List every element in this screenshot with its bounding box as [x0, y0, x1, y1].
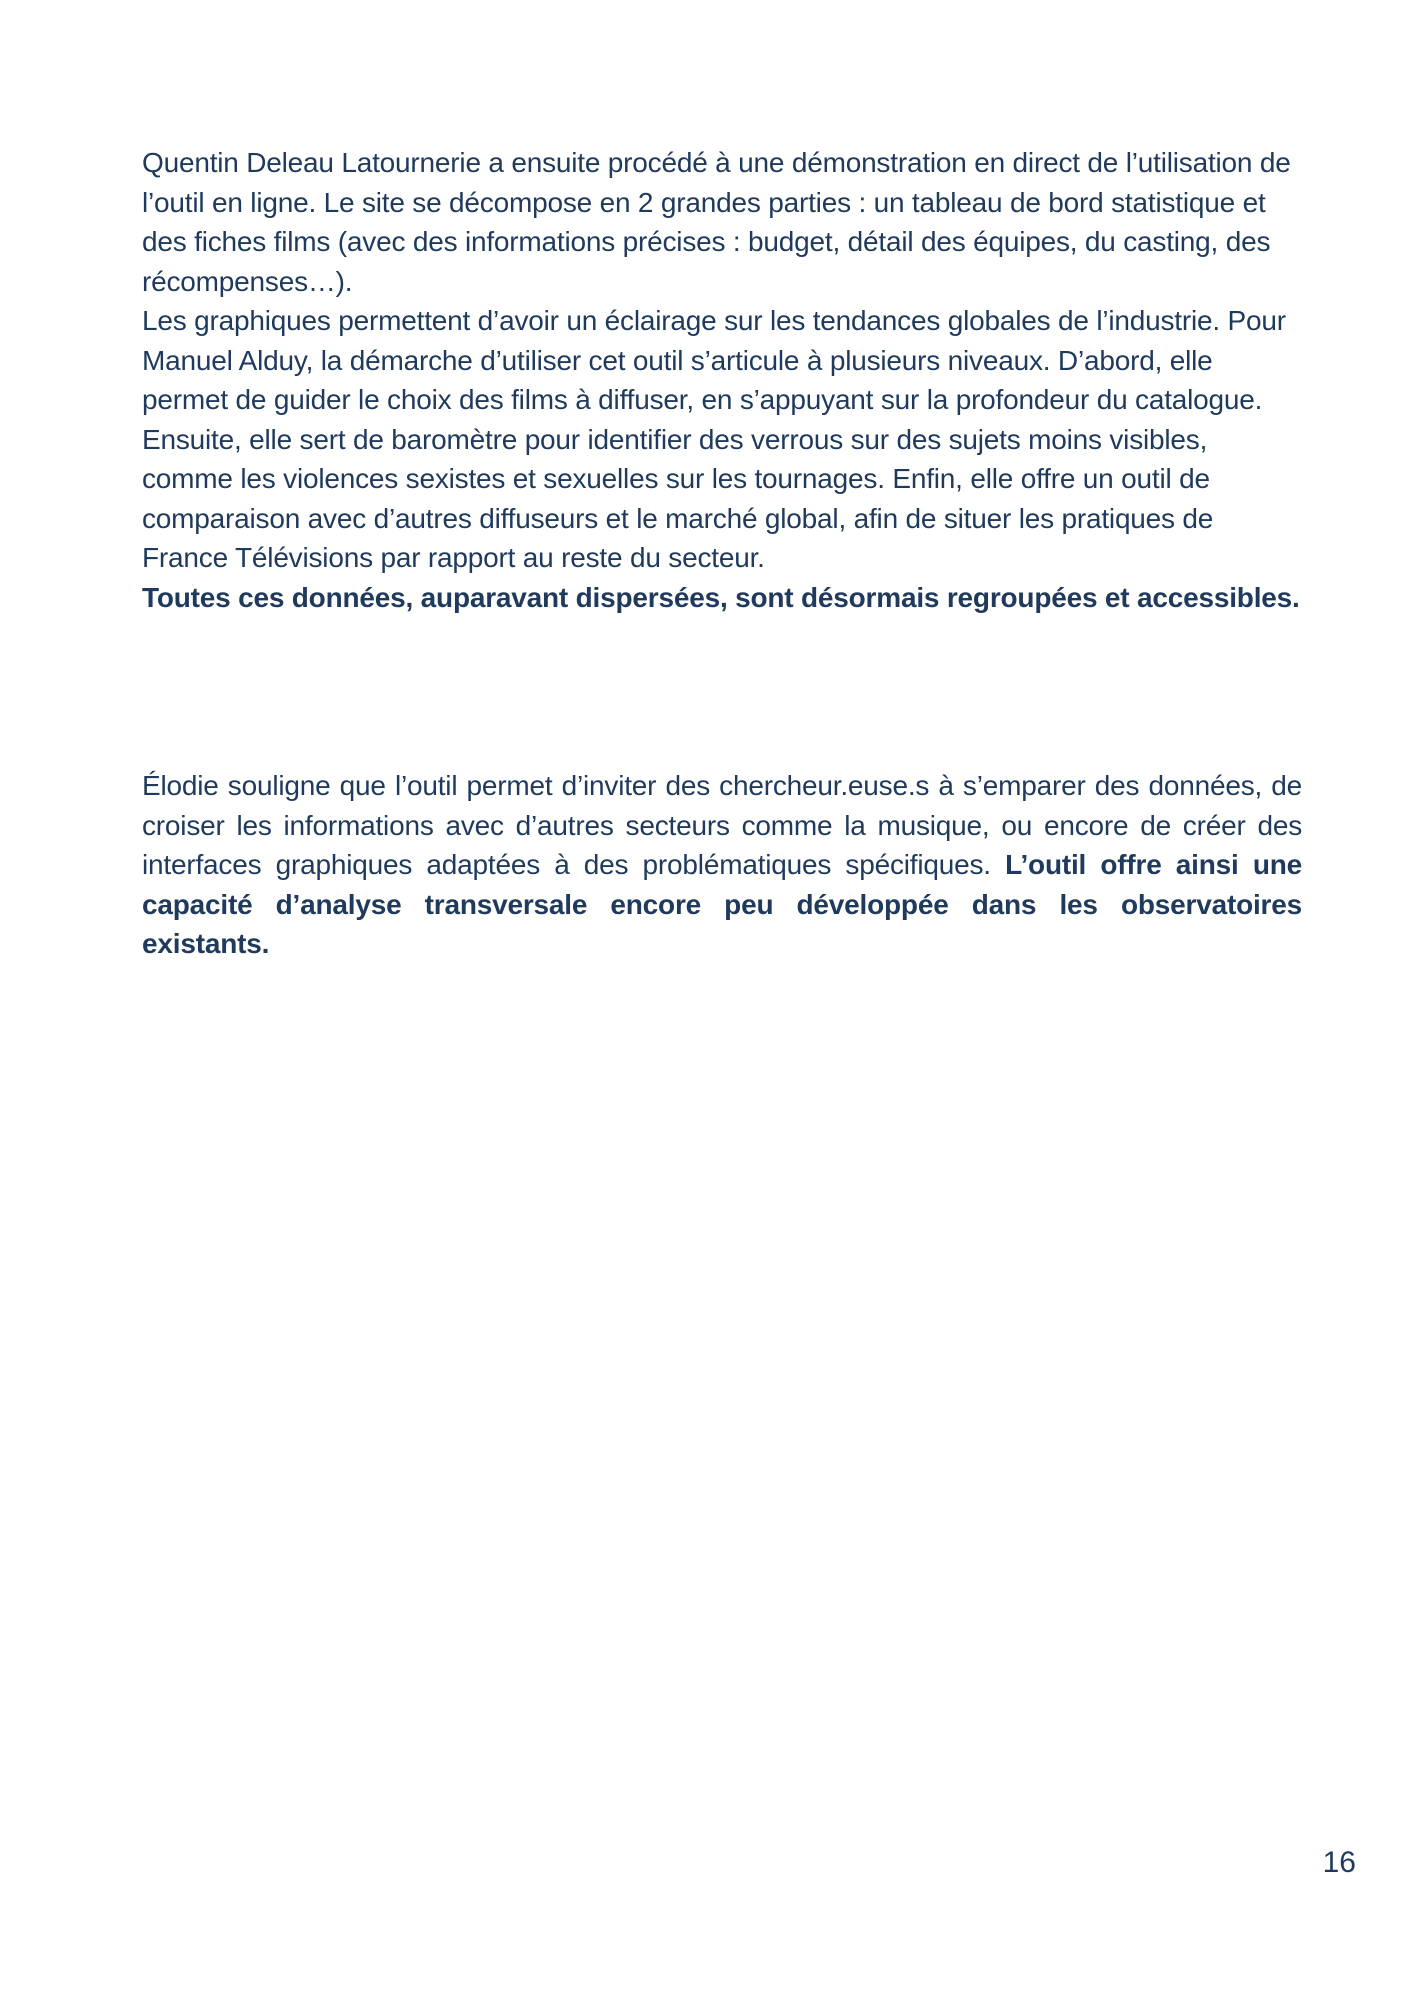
paragraph-graphics-usage: Les graphiques permettent d’avoir un éclairage sur les tendances globales de l’industrie. Pour Manuel Alduy, la démarche d’utiliser cet outil s’articule à plusieurs niveaux. D’abord, elle permet de guider le choix des films à diffuser, en s’appuyant sur la profondeur du catalogue. Ensuite, elle sert de baromètre pour identifier des verrous sur des sujets moins visibles, comme les violences sexistes et sexuelles sur les tournages. Enfin, elle offre un outil de comparaison avec d’autres diffuseurs et le marché global, afin de situer les pratiques de France Télévisions par rapport au reste du secteur.	[142, 305, 1286, 573]
paragraph-demo-intro: Quentin Deleau Latournerie a ensuite procédé à une démonstration en direct de l’utilisation de l’outil en ligne. Le site se décompose en 2 grandes parties : un tableau de bord statistique et des fiches films (avec des informations précises : budget, détail des équipes, du casting, des récompenses…).	[142, 147, 1291, 297]
paragraph-researchers	[142, 766, 1302, 964]
text-section-demo	[142, 143, 1302, 617]
text-section-researchers	[142, 766, 1302, 964]
bold-statement-data-grouped: Toutes ces données, auparavant dispersées, sont désormais regroupées et accessibles.	[142, 581, 1300, 613]
page-number: 16	[1322, 1846, 1356, 1879]
bold-statement-transversal-analysis: L’outil offre ainsi une capacité d’analyse transversale encore peu développée dans les observatoires existants.	[142, 849, 1302, 959]
paragraph-researchers-text: Élodie souligne que l’outil permet d’inviter des chercheur.euse.s à s’emparer des données, de croiser les informations avec d’autres secteurs comme la musique, ou encore de créer des interfaces graphiques adaptées à des problématiques spécifiques.	[142, 770, 1302, 880]
